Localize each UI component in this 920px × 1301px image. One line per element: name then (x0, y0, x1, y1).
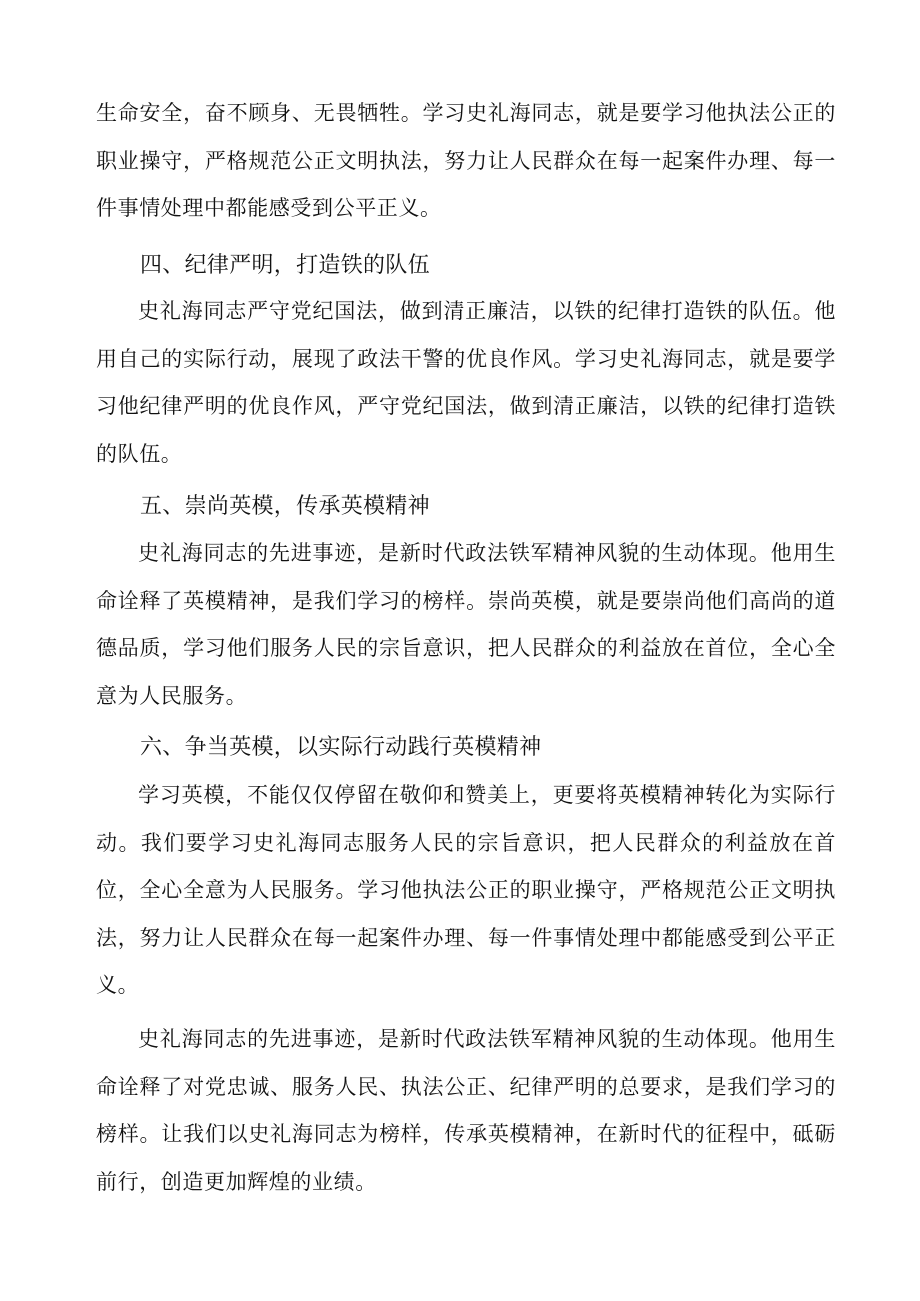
paragraph-continued: 生命安全，奋不顾身、无畏牺牲。学习史礼海同志，就是要学习他执法公正的职业操守，严格规范公正文明执法，努力让人民群众在每一起案件办理、每一件事情处理中都能感受到公平正义。 (96, 101, 836, 220)
section-heading-5: 五、崇尚英模，传承英模精神 (140, 494, 430, 519)
section-heading-4: 四、纪律严明，打造铁的队伍 (140, 253, 430, 278)
paragraph-honor-heroes: 史礼海同志的先进事迹，是新时代政法铁军精神风貌的生动体现。他用生命诠释了英模精神，是我们学习的榜样。崇尚英模，就是要崇尚他们高尚的道德品质，学习他们服务人民的宗旨意识，把人民群众的利益放在首位，全心全意为人民服务。 (96, 541, 836, 708)
paragraph-discipline: 史礼海同志严守党纪国法，做到清正廉洁，以铁的纪律打造铁的队伍。他用自己的实际行动，展现了政法干警的优良作风。学习史礼海同志，就是要学习他纪律严明的优良作风，严守党纪国法，做到清正廉洁，以铁的纪律打造铁的队伍。 (96, 299, 836, 466)
paragraph-conclusion: 史礼海同志的先进事迹，是新时代政法铁军精神风貌的生动体现。他用生命诠释了对党忠诚、服务人民、执法公正、纪律严明的总要求，是我们学习的榜样。让我们以史礼海同志为榜样，传承英模精神，在新时代的征程中，砥砺前行，创造更加辉煌的业绩。 (96, 1027, 836, 1194)
section-heading-6: 六、争当英模，以实际行动践行英模精神 (140, 735, 542, 760)
paragraph-practice: 学习英模，不能仅仅停留在敬仰和赞美上，更要将英模精神转化为实际行动。我们要学习史礼海同志服务人民的宗旨意识，把人民群众的利益放在首位，全心全意为人民服务。学习他执法公正的职业操守，严格规范公正文明执法，努力让人民群众在每一起案件办理、每一件事情处理中都能感受到公平正义。 (96, 783, 836, 997)
